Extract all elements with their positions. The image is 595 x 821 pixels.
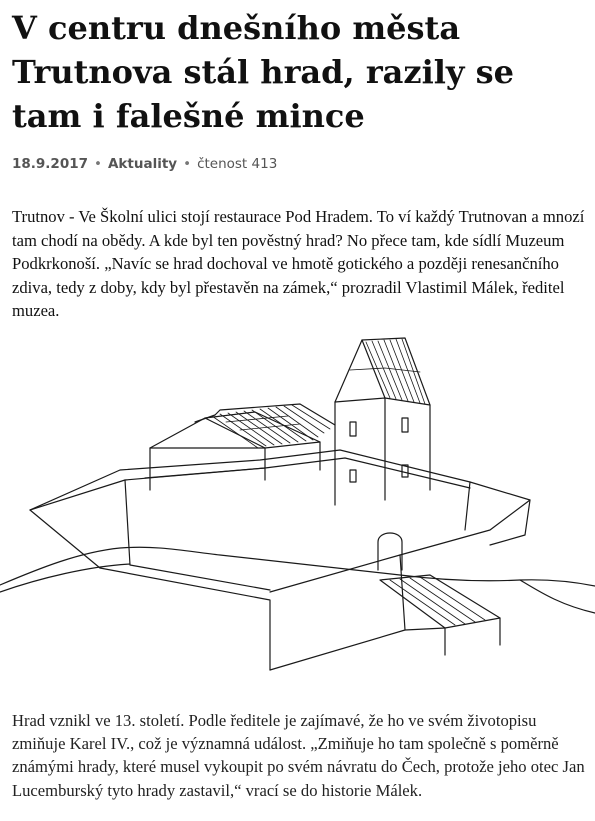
- article-category-link[interactable]: Aktuality: [107, 156, 178, 172]
- article-lead: Trutnov - Ve Školní ulici stojí restaurace Pod Hradem. To ví každý Trutnovan a mnozí tam chodí na obědy. A kde byl ten pověstný hrad? No přece tam, kde sídlí Muzeum Podkrkonoší. „Navíc se hrad dochoval ve hmotě gotického a později renesančního zdiva, tedy z doby, kdy byl přestavěn na zámek,“ prozradil Vlastimil Málek, ředitel muzea.: [12, 207, 585, 321]
- article-body: Hrad vznikl ve 13. století. Podle ředitele je zajímavé, že ho ve svém životopisu zmiňuje Karel IV., což je významná událost. „Zmiňuje ho tam společně s poměrně známými hrady, které musel vykoupit po svém návratu do Čech, protože jeho otec Jan Lucemburský tyto hrady zastavil,“ vrací se do historie Málek.: [12, 711, 585, 800]
- article-meta: [12, 156, 277, 172]
- meta-separator: •: [183, 156, 192, 172]
- castle-drawing-icon: [0, 330, 595, 690]
- article-title: V centru dnešního města Trutnova stál hrad, razily se tam i falešné mince: [12, 9, 514, 135]
- meta-separator: •: [94, 156, 102, 172]
- article-date: 18.9.2017: [12, 156, 89, 172]
- article-views: čtenost 413: [197, 156, 278, 172]
